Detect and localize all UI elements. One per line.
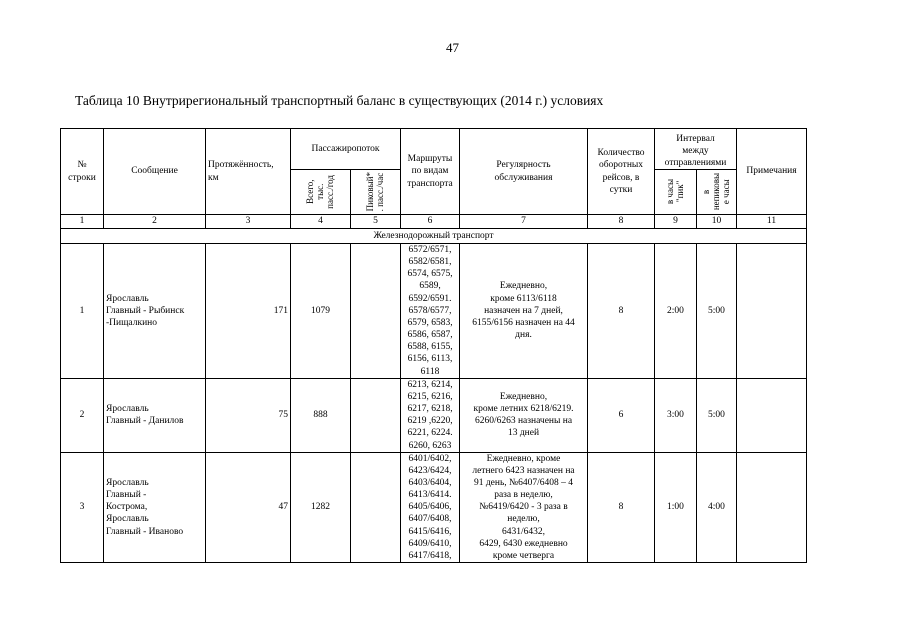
passenger-total: 1282 <box>291 452 351 562</box>
text-line: 6429, 6430 ежедневно <box>479 538 568 549</box>
text-line: 6592/6591. <box>408 293 452 304</box>
table-row <box>61 378 807 452</box>
interval-peak: 2:00 <box>655 244 697 379</box>
section-row <box>61 229 807 244</box>
text-line: 6221, 6224. <box>407 428 453 439</box>
text-line: Главный - <box>106 490 147 501</box>
text-line: 6574, 6575, <box>407 269 453 280</box>
text-line: -Пищалкино <box>106 317 157 328</box>
header-length <box>206 129 291 215</box>
text-line: между <box>682 145 709 156</box>
passenger-total: 1079 <box>291 244 351 379</box>
table-row <box>61 244 807 379</box>
text-line: 6217, 6218, <box>407 404 453 415</box>
text-line: Протяжённость, <box>208 160 274 171</box>
text-line: кроме 6113/6118 <box>490 293 557 304</box>
text-line: 6155/6156 назначен на 44 <box>472 317 575 328</box>
text-line: Ежедневно, <box>499 391 548 402</box>
text-line: Ярославль <box>106 477 149 488</box>
text-line: пасс./год <box>324 175 335 209</box>
header-interval-offpeak <box>697 170 737 215</box>
text-line: 6572/6571, <box>408 245 452 255</box>
text-line: строки <box>68 172 96 183</box>
column-number-row <box>61 215 807 229</box>
notes <box>737 244 807 379</box>
route-name <box>104 244 206 379</box>
row-number: 3 <box>61 452 104 562</box>
text-line: 6582/6581, <box>408 257 452 268</box>
header-row-1 <box>61 129 807 170</box>
text-line: км <box>208 172 219 183</box>
header-pf-peak <box>351 170 401 215</box>
header-regularity <box>460 129 588 215</box>
text-line: Пиковый* <box>364 172 375 212</box>
section-title: Железнодорожный транспорт <box>61 229 807 244</box>
text-line: раза в неделю, <box>494 490 553 501</box>
regularity <box>460 244 588 379</box>
text-line: е часы <box>720 179 731 205</box>
text-line: неделю, <box>507 514 540 525</box>
text-line: отправлениями <box>664 157 727 168</box>
text-line: 6405/6406, <box>408 502 452 513</box>
header-row-no <box>61 129 104 215</box>
text-line: Маршруты <box>407 154 453 165</box>
text-line: кроме летних 6218/6219. <box>473 404 574 415</box>
text-line: Ярославль <box>106 404 149 415</box>
text-line: 6407/6408, <box>408 514 452 525</box>
text-line: Регулярность <box>496 160 551 171</box>
column-number: 4 <box>291 215 351 229</box>
column-number: 9 <box>655 215 697 229</box>
interval-peak: 1:00 <box>655 452 697 562</box>
text-line: непиковы <box>710 173 721 211</box>
trips-per-day: 6 <box>588 378 655 452</box>
train-numbers <box>401 244 460 379</box>
row-number: 1 <box>61 244 104 379</box>
text-line: 6588, 6155, <box>407 342 453 353</box>
header-pf-total <box>291 170 351 215</box>
text-line: 6409/6410, <box>408 538 452 549</box>
text-line: 6589, <box>419 281 441 292</box>
length-km: 171 <box>206 244 291 379</box>
passenger-peak <box>351 378 401 452</box>
text-line: 6260/6263 назначены на <box>474 416 573 427</box>
text-line: тыс. <box>314 183 325 201</box>
row-number: 2 <box>61 378 104 452</box>
text-line: №6419/6420 - 3 раза в <box>479 502 568 513</box>
text-line: 6423/6424, <box>408 465 452 476</box>
column-number: 5 <box>351 215 401 229</box>
length-km: 47 <box>206 452 291 562</box>
interval-offpeak: 4:00 <box>697 452 737 562</box>
column-number: 3 <box>206 215 291 229</box>
text-line: Ярославль <box>106 514 149 525</box>
text-line: 6417/6418, <box>408 550 452 561</box>
text-line: 6403/6404, <box>408 477 452 488</box>
text-line: в <box>700 189 711 195</box>
interval-peak: 3:00 <box>655 378 697 452</box>
passenger-peak <box>351 244 401 379</box>
text-line: 6579, 6583, <box>407 317 453 328</box>
text-line: Главный - Данилов <box>106 416 184 427</box>
text-line: Количество <box>597 148 645 159</box>
header-trips <box>588 129 655 215</box>
text-line: оборотных <box>598 160 644 171</box>
text-line: сутки <box>609 184 633 195</box>
column-number: 11 <box>737 215 807 229</box>
text-line: назначен на 7 дней, <box>484 305 563 316</box>
text-line: 6156, 6113, <box>407 354 453 365</box>
header-interval <box>655 129 737 170</box>
text-line: 6415/6416, <box>408 526 452 537</box>
trips-per-day: 8 <box>588 452 655 562</box>
text-line: 13 дней <box>507 428 540 439</box>
header-interval-peak <box>655 170 697 215</box>
table-row <box>61 452 807 562</box>
transport-balance-table <box>60 128 807 563</box>
text-line: 91 день, №6407/6408 – 4 <box>473 477 574 488</box>
text-line: Ярославль <box>106 293 149 304</box>
text-line: 6118 <box>420 366 440 377</box>
text-line: 6213, 6214, <box>407 379 453 390</box>
text-line: в часы <box>664 179 675 205</box>
text-line: 6401/6402, <box>408 453 452 464</box>
regularity <box>460 452 588 562</box>
passenger-total: 888 <box>291 378 351 452</box>
text-line: № <box>77 160 87 171</box>
train-numbers <box>401 452 460 562</box>
text-line: 6413/6414. <box>408 490 452 501</box>
route-name <box>104 378 206 452</box>
notes <box>737 378 807 452</box>
text-line: обслуживания <box>494 172 553 183</box>
text-line: кроме четверга <box>492 550 555 561</box>
text-line: 6578/6577, <box>408 305 452 316</box>
text-line: Кострома, <box>106 502 148 513</box>
column-number: 8 <box>588 215 655 229</box>
column-number: 7 <box>460 215 588 229</box>
text-line: Всего, <box>304 179 315 205</box>
column-number: 1 <box>61 215 104 229</box>
text-line: Ежедневно, <box>499 281 548 292</box>
text-line: 6219 ,6220, <box>407 416 453 427</box>
text-line: по видам <box>411 166 449 177</box>
interval-offpeak: 5:00 <box>697 378 737 452</box>
text-line: 6215, 6216, <box>407 391 453 402</box>
length-km: 75 <box>206 378 291 452</box>
text-line: Интервал <box>676 133 715 144</box>
text-line: транспорта <box>407 178 453 189</box>
column-number: 6 <box>401 215 460 229</box>
header-routes-by-type <box>401 129 460 215</box>
text-line: Ежедневно, кроме <box>486 453 561 464</box>
text-line: 6431/6432, <box>501 526 545 537</box>
train-numbers <box>401 378 460 452</box>
text-line: Главный - Рыбинск <box>106 305 185 316</box>
header-route: Сообщение <box>104 129 206 215</box>
text-line: "пик" <box>674 181 685 203</box>
text-line: дня. <box>515 330 532 341</box>
text-line: . пасс./час <box>374 172 385 212</box>
interval-offpeak: 5:00 <box>697 244 737 379</box>
page-number: 47 <box>446 40 459 55</box>
notes <box>737 452 807 562</box>
text-line: летнего 6423 назначен на <box>472 465 575 476</box>
regularity <box>460 378 588 452</box>
header-notes: Примечания <box>737 129 807 215</box>
route-name <box>104 452 206 562</box>
passenger-peak <box>351 452 401 562</box>
text-line: 6586, 6587, <box>407 330 453 341</box>
text-line: 6260, 6263 <box>408 440 452 451</box>
text-line: Главный - Иваново <box>106 526 184 537</box>
table-caption: Таблица 10 Внутрирегиональный транспортный баланс в существующих (2014 г.) условиях <box>75 93 604 108</box>
column-number: 10 <box>697 215 737 229</box>
text-line: рейсов, в <box>602 172 640 183</box>
column-number: 2 <box>104 215 206 229</box>
header-passenger-flow: Пассажиропоток <box>291 129 401 170</box>
trips-per-day: 8 <box>588 244 655 379</box>
